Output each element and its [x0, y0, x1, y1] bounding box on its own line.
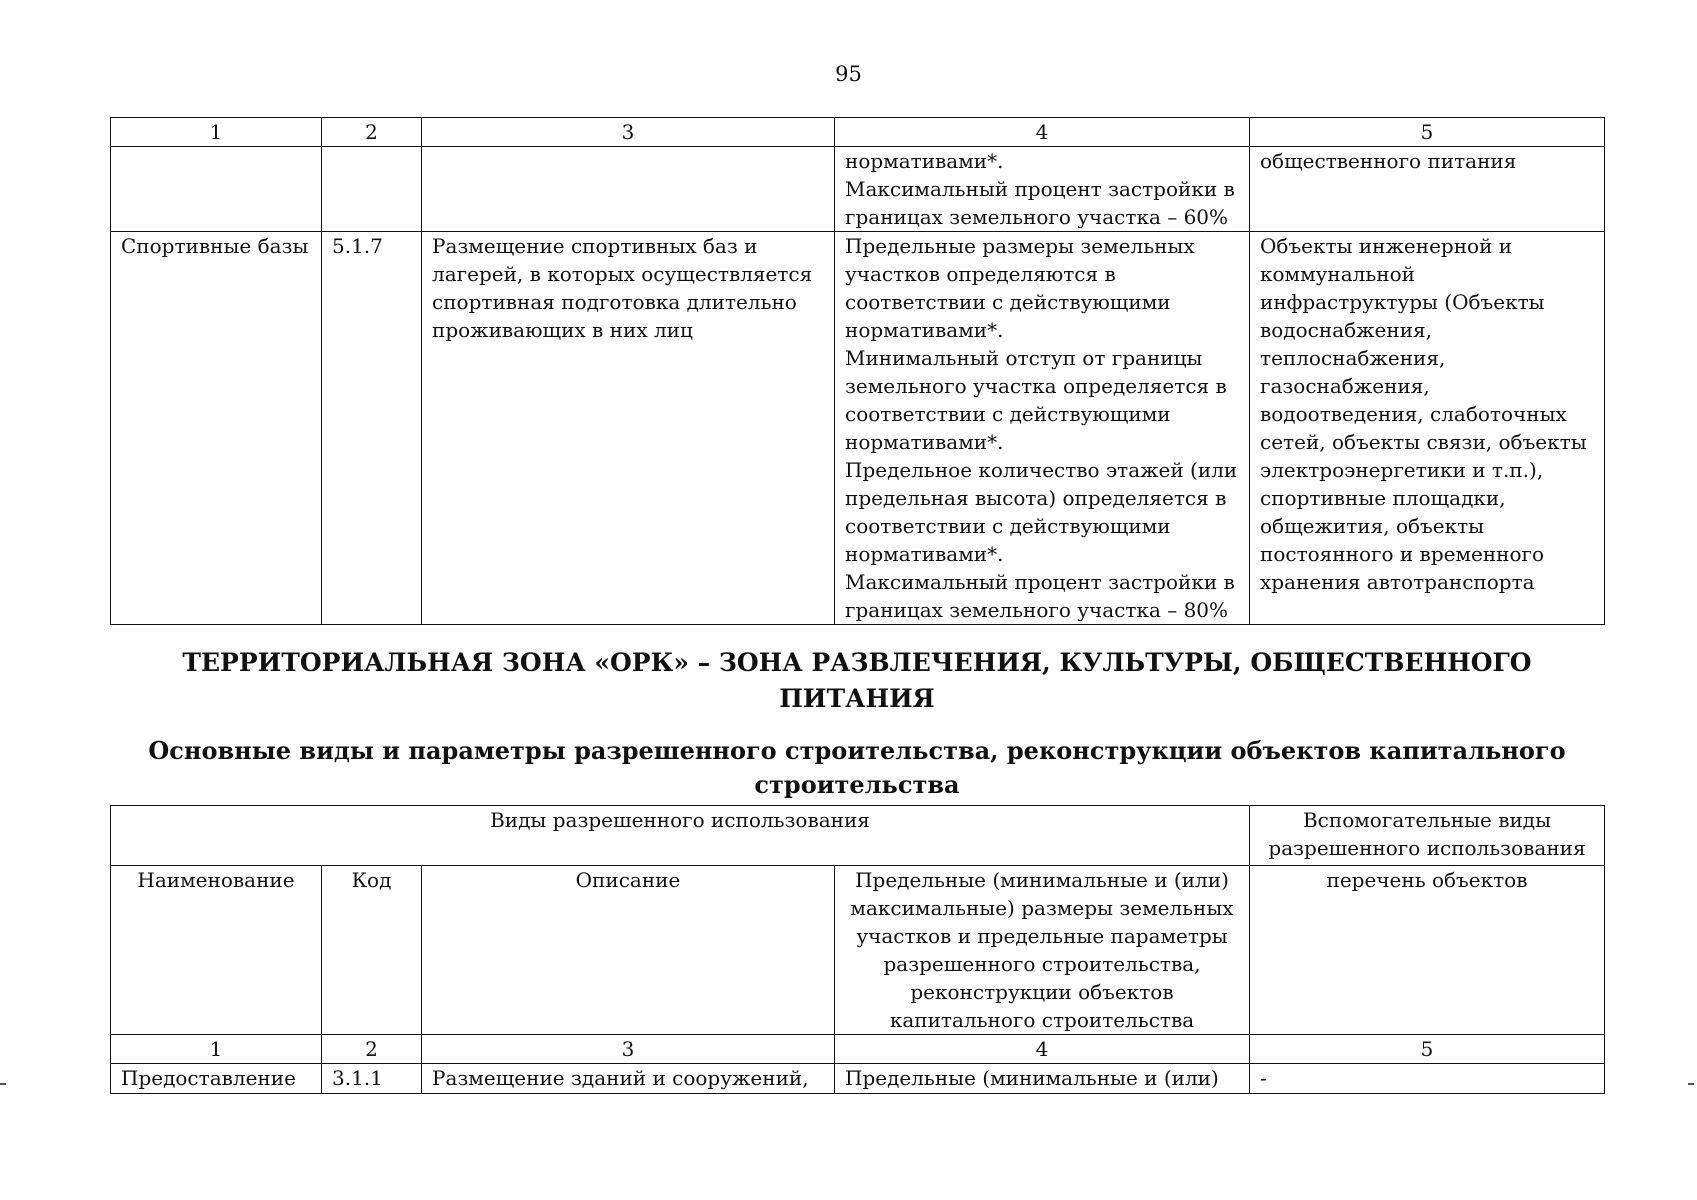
col-header-description: Описание — [422, 866, 835, 1035]
table-cell — [322, 147, 422, 232]
scan-edge-mark — [1688, 1083, 1694, 1085]
column-number: 2 — [322, 118, 422, 147]
group-header-row — [111, 806, 1605, 866]
use-code-cell: 5.1.7 — [322, 232, 422, 625]
col-header-name: Наименование — [111, 866, 322, 1035]
column-number-row — [111, 1035, 1605, 1064]
table-cell — [111, 147, 322, 232]
permitted-use-table — [110, 805, 1605, 1094]
continuation-row — [111, 147, 1605, 232]
page-number: 95 — [835, 62, 862, 86]
column-number: 1 — [111, 1035, 322, 1064]
col-header-code: Код — [322, 866, 422, 1035]
description-cell: Размещение зданий и сооружений, — [422, 1064, 835, 1094]
description-cell: Размещение спортивных баз и лагерей, в которых осуществляется спортивная подготовка длительно проживающих в них лиц — [422, 232, 835, 625]
column-number: 3 — [422, 1035, 835, 1064]
scan-edge-mark — [0, 1083, 6, 1085]
table-row — [111, 1064, 1605, 1094]
column-number: 5 — [1250, 118, 1605, 147]
column-number-row — [111, 118, 1605, 147]
auxiliary-cell: - — [1250, 1064, 1605, 1094]
parameters-cell: Предельные размеры земельных участков определяются в соответствии с действующими нормативами*. Минимальный отступ от границы земельного участка определяется в соответствии с действующими нормативами*. Предельное количество этажей (или предельная высота) определяется в соответствии с действующими нормативами*. Максимальный процент застройки в границах земельного участка – 80% — [835, 232, 1250, 625]
group-header: Виды разрешенного использования — [111, 806, 1250, 866]
permitted-use-table-continued — [110, 117, 1605, 625]
column-number: 1 — [111, 118, 322, 147]
col-header-parameters: Предельные (минимальные и (или) максимальные) размеры земельных участков и предельные параметры разрешенного строительства, реконструкции объектов капитального строительства — [835, 866, 1250, 1035]
auxiliary-cell: общественного питания — [1250, 147, 1605, 232]
use-name-cell: Предоставление — [111, 1064, 322, 1094]
zone-title: ТЕРРИТОРИАЛЬНАЯ ЗОНА «ОРК» – ЗОНА РАЗВЛЕЧЕНИЯ, КУЛЬТУРЫ, ОБЩЕСТВЕННОГО ПИТАНИЯ — [182, 648, 1532, 713]
zone-subtitle: Основные виды и параметры разрешенного строительства, реконструкции объектов капитального строительства — [148, 736, 1566, 799]
column-number: 2 — [322, 1035, 422, 1064]
auxiliary-cell: Объекты инженерной и коммунальной инфраструктуры (Объекты водоснабжения, теплоснабжения, газоснабжения, водоотведения, слаботочных сетей, объекты связи, объекты электроэнергетики и т.п.), спортивные площадки, общежития, объекты постоянного и временного хранения автотранспорта — [1250, 232, 1605, 625]
column-number: 4 — [835, 118, 1250, 147]
column-number: 3 — [422, 118, 835, 147]
column-header-row — [111, 866, 1605, 1035]
table-cell — [422, 147, 835, 232]
column-number: 5 — [1250, 1035, 1605, 1064]
use-name-cell: Спортивные базы — [111, 232, 322, 625]
parameters-cell: нормативами*. Максимальный процент застройки в границах земельного участка – 60% — [835, 147, 1250, 232]
table-row — [111, 232, 1605, 625]
aux-header: Вспомогательные виды разрешенного использования — [1250, 806, 1605, 866]
use-code-cell: 3.1.1 — [322, 1064, 422, 1094]
parameters-cell: Предельные (минимальные и (или) — [835, 1064, 1250, 1094]
col-header-aux: перечень объектов — [1250, 866, 1605, 1035]
column-number: 4 — [835, 1035, 1250, 1064]
